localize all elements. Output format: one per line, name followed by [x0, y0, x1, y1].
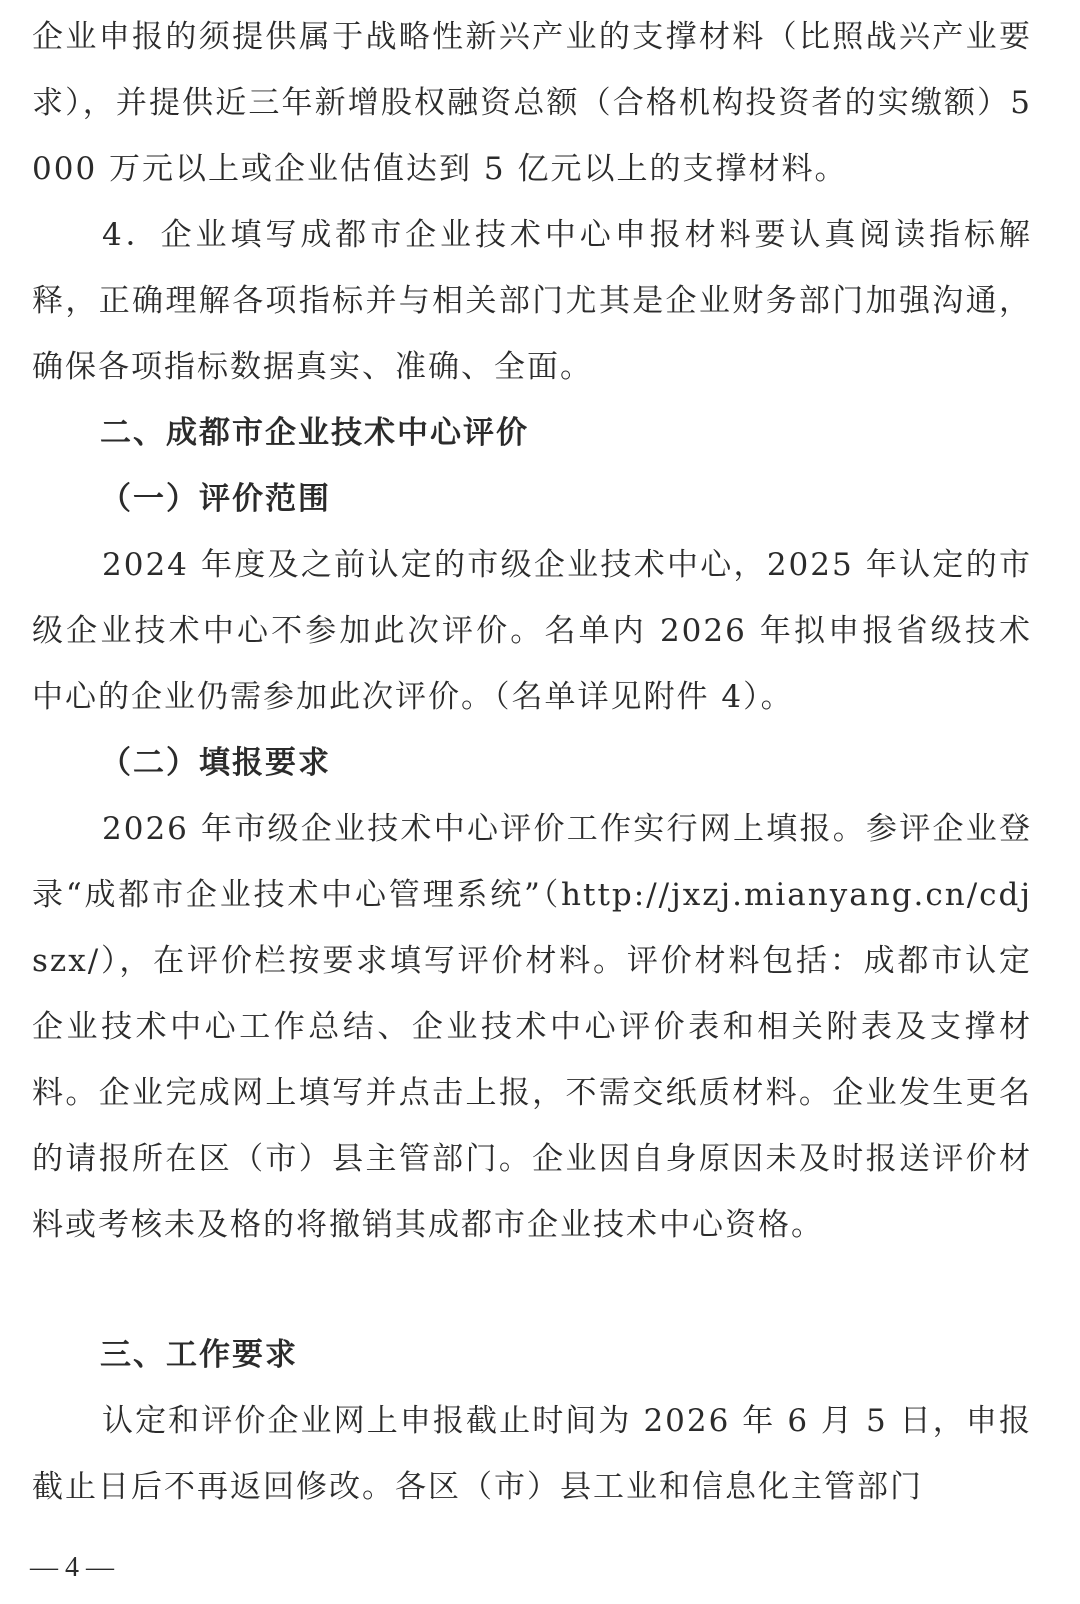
- paragraph-filing-requirements: 2026 年市级企业技术中心评价工作实行网上填报。参评企业登录“成都市企业技术中心管理系统”（http://jxzj.mianyang.cn/cdjszx/），在评价栏按要求填写评价材料。评价材料包括：成都市认定企业技术中心工作总结、企业技术中心评价表和相关附表及支撑材料。企业完成网上填写并点击上报，不需交纸质材料。企业发生更名的请报所在区（市）县主管部门。企业因自身原因未及时报送评价材料或考核未及格的将撤销其成都市企业技术中心资格。: [32, 811, 1032, 1243]
- page-number: — 4 —: [30, 1552, 114, 1583]
- paragraph-support-materials: 企业申报的须提供属于战略性新兴产业的支撑材料（比照战兴产业要求），并提供近三年新增股权融资总额（合格机构投资者的实缴额）5000 万元以上或企业估值达到 5 亿元以上的支撑材料。: [32, 19, 1032, 187]
- subheading-evaluation-scope: （一）评价范围: [100, 481, 331, 517]
- paragraph-deadline: 认定和评价企业网上申报截止时间为 2026 年 6 月 5 日，申报截止日后不再返回修改。各区（市）县工业和信息化主管部门: [32, 1403, 1032, 1505]
- paragraph-evaluation-scope: 2024 年度及之前认定的市级企业技术中心，2025 年认定的市级企业技术中心不参加此次评价。名单内 2026 年拟申报省级技术中心的企业仍需参加此次评价。（名单详见附件 4）。: [32, 547, 1032, 715]
- paragraph-item-4: 4．企业填写成都市企业技术中心申报材料要认真阅读指标解释，正确理解各项指标并与相关部门尤其是企业财务部门加强沟通，确保各项指标数据真实、准确、全面。: [32, 217, 1032, 385]
- section-heading-work-requirements: 三、工作要求: [100, 1337, 298, 1373]
- section-heading-evaluation: 二、成都市企业技术中心评价: [100, 415, 529, 451]
- subheading-filing-requirements: （二）填报要求: [100, 745, 331, 781]
